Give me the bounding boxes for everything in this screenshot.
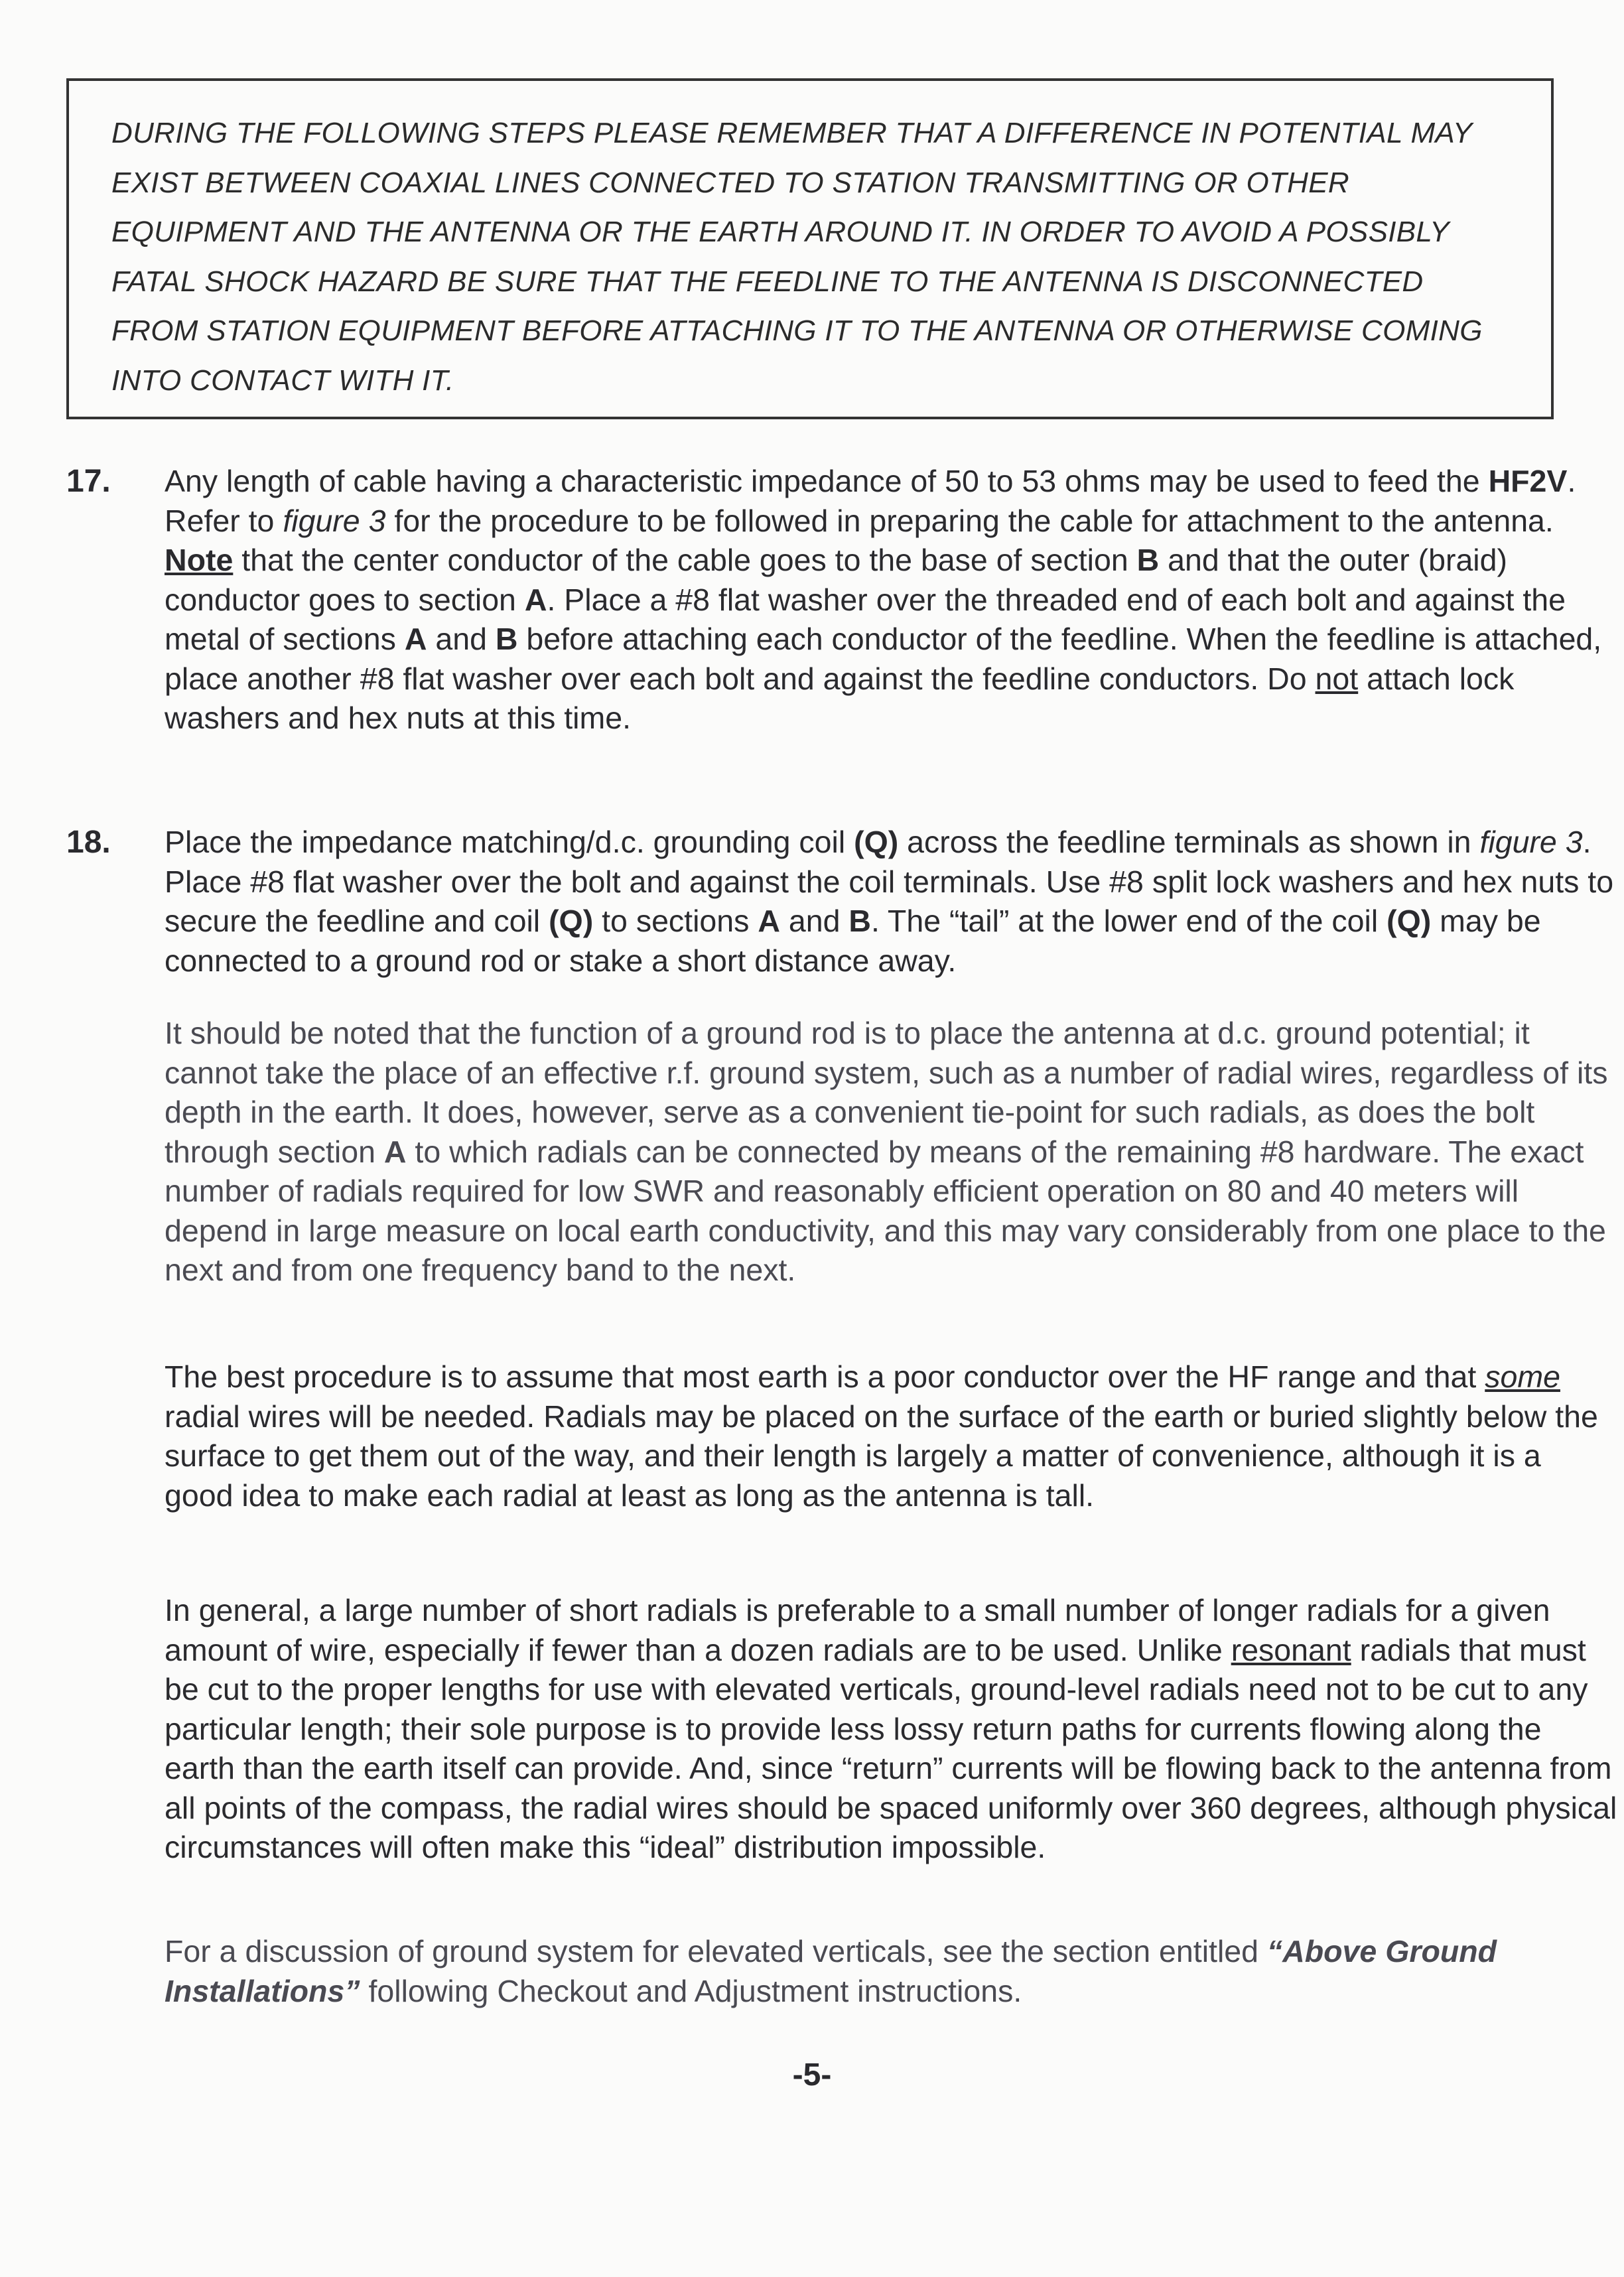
model-name: HF2V [1488,464,1568,498]
note-label: Note [165,543,234,577]
some-emphasis: some [1485,1359,1560,1394]
resonant-emphasis: resonant [1231,1632,1351,1667]
step-18-paragraph-5: For a discussion of ground system for elevated verticals, see the section entitled “Above Ground Installations” following Checkout and Adjustment instructions. [165,1934,1497,2008]
step-18-paragraph-4: In general, a large number of short radials is preferable to a small number of longer radials for a given amount of wire, especially if fewer than a dozen radials are to be used. Unlike resonant radials that must be cut to the proper lengths for use with elevated verticals, ground-level radials need not to be cut to any particular length; their sole purpose is to provide less lossy return paths for currents flowing along the earth than the earth itself can provide. And, since “return” currents will be flowing back to the antenna from all points of the compass, the radial wires should be spaced uniformly over 360 degrees, although physical circumstances will often make this “ideal” distribution impossible. [165,1593,1617,1864]
warning-text: DURING THE FOLLOWING STEPS PLEASE REMEMBER THAT A DIFFERENCE IN POTENTIAL MAY EXIST BETWEEN COAXIAL LINES CONNECTED TO STATION TRANSMITTING OR OTHER EQUIPMENT AND THE ANTENNA OR THE EARTH AROUND IT. IN ORDER TO AVOID A POSSIBLY FATAL SHOCK HAZARD BE SURE THAT THE FEEDLINE TO THE ANTENNA IS DISCONNECTED FROM STATION EQUIPMENT BEFORE ATTACHING IT TO THE ANTENNA OR OTHERWISE COMING INTO CONTACT WITH IT. [111,117,1483,397]
warning-box [66,78,1554,419]
figure-reference: figure 3 [1479,825,1583,859]
step-number: 18. [66,825,111,860]
section-title-reference: “Above Ground Installations” [165,1934,1497,2008]
step-18-paragraph-2: It should be noted that the function of a ground rod is to place the antenna at d.c. ground potential; it cannot take the place of an effective r.f. ground system, such as a number of radial wires, regardless of its depth in the earth. It does, however, serve as a convenient tie-point for such radials, as does the bolt through section A to which radials can be connected by means of the remaining #8 hardware. The exact number of radials required for low SWR and reasonably efficient operation on 80 and 40 meters will depend in large measure on local earth conductivity, and this may vary considerably from one place to the next and from one frequency band to the next. [165,1016,1608,1287]
step-18-paragraph-1: Place the impedance matching/d.c. grounding coil (Q) across the feedline terminals as shown in figure 3. Place #8 flat washer over the bolt and against the coil terminals. Use #8 split lock washers and hex nuts to secure the feedline and coil (Q) to sections A and B. The “tail” at the lower end of the coil (Q) may be connected to a ground rod or stake a short distance away. [165,825,1614,978]
step-17-text: Any length of cable having a characteristic impedance of 50 to 53 ohms may be used to feed the HF2V. Refer to figure 3 for the procedure to be followed in preparing the cable for attachment to the antenna. Note that the center conductor of the cable goes to the base of section B and that the outer (braid) conductor goes to section A. Place a #8 flat washer over the threaded end of each bolt and against the metal of sections A and B before attaching each conductor of the feedline. When the feedline is attached, place another #8 flat washer over each bolt and against the feedline conductors. Do not attach lock washers and hex nuts at this time. [165,464,1602,735]
step-number: 17. [66,464,111,499]
not-emphasis: not [1315,661,1359,696]
figure-reference: figure 3 [283,503,386,538]
step-18-paragraph-3: The best procedure is to assume that most earth is a poor conductor over the HF range and that some radial wires will be needed. Radials may be placed on the surface of the earth or buried slightly below the surface to get them out of the way, and their length is largely a matter of convenience, although it is a good idea to make each radial at least as long as the antenna is tall. [165,1359,1598,1513]
page-number: -5- [792,2057,832,2093]
